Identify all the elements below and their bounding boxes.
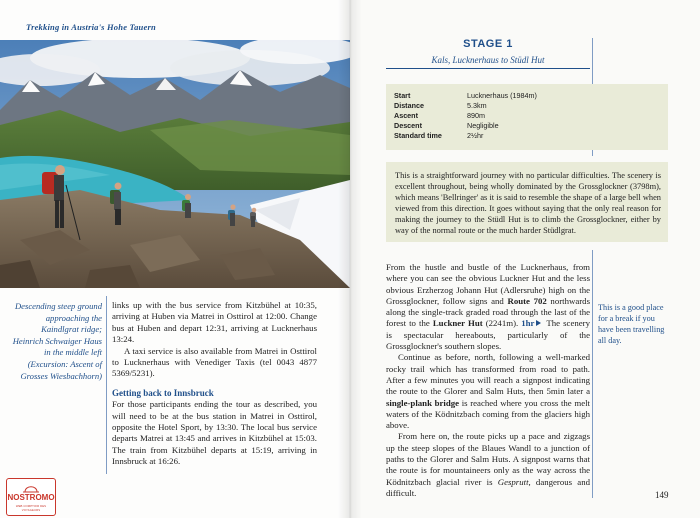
paragraph: links up with the bus service from Kitzbühel at 10:35, arriving at Huben via Matrei in Osttirol at 12:00. Change bus at Huben and depart 12:31, arriving at Lucknerhaus 13:24. <box>112 300 317 345</box>
vertical-rule <box>592 250 593 498</box>
paragraph <box>386 262 590 352</box>
stats-value: Negligible <box>467 121 499 130</box>
text-run: (2241m). <box>482 318 522 329</box>
logo-wordmark: NOSTROMO <box>7 493 55 502</box>
section-heading: Getting back to Innsbruck <box>112 387 214 398</box>
stats-row <box>394 121 537 131</box>
stats-value: 2½hr <box>467 131 484 140</box>
stats-row <box>394 131 537 141</box>
emphasis: Gesprutt <box>497 476 529 487</box>
hut-name: Luckner Hut <box>432 318 483 329</box>
text-run: The scenery is spectacular hereabouts, particularly of the Grossglockner's southern slopes. <box>386 318 590 352</box>
running-head: Trekking in Austria's Hohe Tauern <box>26 22 156 32</box>
stats-row <box>394 101 537 111</box>
stats-label: Distance <box>394 101 424 110</box>
text-run: From here on, the route picks up a pace and zigzags up the steep slopes of the Blaues Wandl to a junction of paths to the Glorer and Salm Huts. A signpost warns that the route is for mountaineers only as the way across the Ködnitzbach glacial river is <box>386 431 590 487</box>
paragraph: A taxi service is also available from Matrei in Osttirol to Lucknerhaus with Venediger Taxis (tel 0043 4877 5369/5231). <box>112 345 317 379</box>
vertical-rule <box>106 296 107 474</box>
photo-caption: Descending steep ground approaching the Kaindlgrat ridge; Heinrich Schwaiger Haus in the middle left (Excursion: Ascent of Grosses Wiesbachhorn) <box>12 301 102 381</box>
stats-label: Standard time <box>394 131 442 140</box>
stats-label: Descent <box>394 121 422 130</box>
helmet-icon <box>7 480 55 494</box>
title-rule <box>386 68 590 69</box>
stats-row <box>394 111 537 121</box>
text-run: , dangerous and difficult. <box>386 476 590 498</box>
left-body-text <box>112 300 317 468</box>
paragraph <box>386 352 590 431</box>
summary-text: This is a straightforward journey with no particular difficulties. The scenery is excellent throughout, being wholly dominated by the Grossglockner (3798m), which means 'Bellringer' as it is said to resemble the shape of a large bell when viewed from this direction. It goes without saying that the only real reason for making the journey to the Stüdl Hut is to climb the Grossglockner, either by way of the normal route or the much harder Stüdlgrat. <box>395 171 661 235</box>
mountain-photo <box>0 40 350 288</box>
side-note: This is a good place for a break if you have been travelling all day. <box>598 303 665 345</box>
stage-stats-box <box>386 84 668 150</box>
route-name: Route 702 <box>507 295 547 306</box>
bridge-name: single-plank bridge <box>386 397 460 408</box>
right-body-text <box>386 262 590 499</box>
arrow-marker-icon <box>536 320 541 326</box>
stats-row <box>394 91 537 101</box>
time-marker: 1hr <box>521 318 535 329</box>
page-number: 149 <box>655 490 669 500</box>
text-run: From the hustle and bustle of the Lucknerhaus, from where you can see the obvious Luckner Hut and the less obvious Erzherzog Johann Hut (Adlersruhe) high on the Grossglockner, follow signs and <box>386 262 590 306</box>
text-run: northwards along the single-track graded road through the last of the forest to the <box>386 295 590 329</box>
text-run: is reached where you cross the melt waters of the Ködnitzbach coming from the glaciers high above. <box>386 397 590 431</box>
logo-tagline: WEB COMPTOIR DES VOYAGEURS <box>15 504 47 512</box>
paragraph: For those participants ending the tour as described, you will need to be at the bus station in Matrei in Osttirol, opposite the Hotel Sport, by 13:30. The local bus service departs Matrei at 13:45 and arrives in Kitzbühel at 15:03. The train from Kitzbühel departs at 15:19, arriving in Innsbruck at 16:26. <box>112 399 317 467</box>
stage-summary-box <box>386 162 668 242</box>
stats-label: Ascent <box>394 111 418 120</box>
stats-value: 890m <box>467 111 485 120</box>
nostromo-logo <box>6 478 56 516</box>
stats-value: 5.3km <box>467 101 487 110</box>
stage-subtitle: Kals, Lucknerhaus to Stüdl Hut <box>431 55 545 65</box>
photo-illustration <box>0 40 350 288</box>
stage-title: STAGE 1 <box>463 38 513 50</box>
stats-table <box>394 91 537 141</box>
stats-value: Lucknerhaus (1984m) <box>467 91 537 100</box>
paragraph <box>386 431 590 499</box>
stats-label: Start <box>394 91 411 100</box>
text-run: Continue as before, north, following a well-marked rocky trail which has transformed from road to path. After a few minutes you will reach a signpost indicating the route to the Glorer and Salm Huts, then 5min later a <box>386 352 590 397</box>
